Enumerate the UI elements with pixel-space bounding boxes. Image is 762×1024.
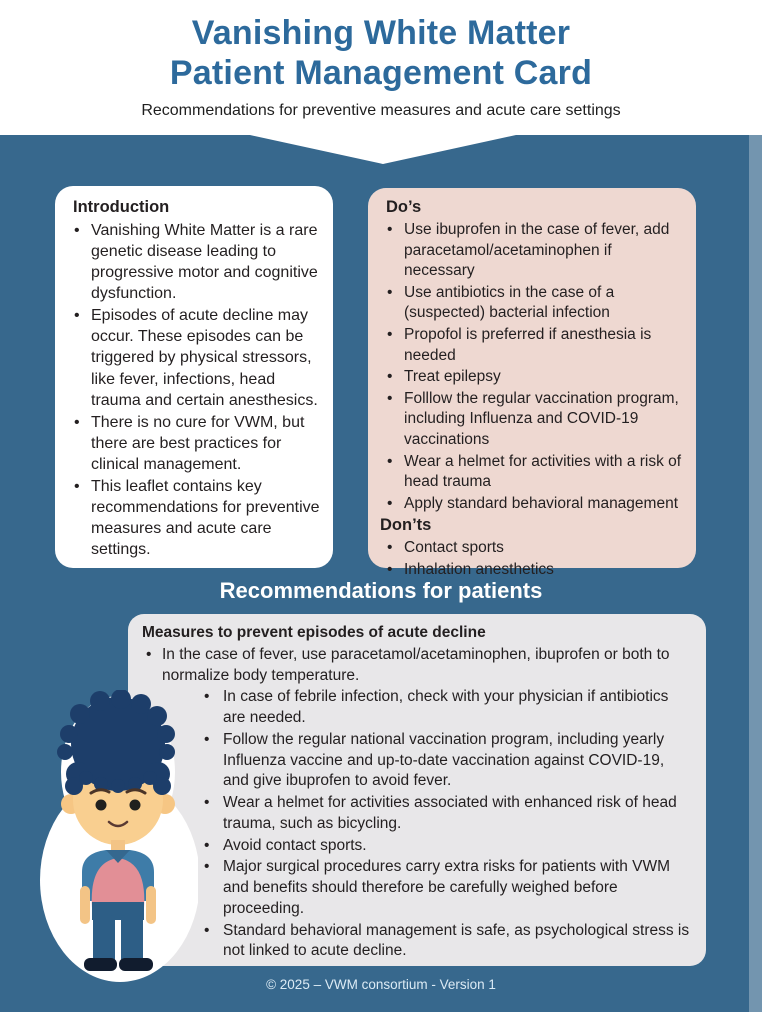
footer-text: © 2025 – VWM consortium - Version 1 <box>266 977 496 992</box>
list-item: • Use antibiotics in the case of a (suspected) bacterial infection <box>380 283 684 324</box>
list-item: • Apply standard behavioral management <box>380 494 684 515</box>
left-eye <box>96 800 107 811</box>
introduction-box <box>55 186 333 568</box>
list-item: • This leaflet contains key recommendations for preventive measures and acute care settings. <box>67 476 321 560</box>
list-item: • Folllow the regular vaccination program, including Influenza and COVID-19 vaccinations <box>380 389 684 451</box>
list-item: • Propofol is preferred if anesthesia is needed <box>380 325 684 366</box>
list-item: • Inhalation anesthetics <box>380 560 684 581</box>
page-title-line2: Patient Management Card <box>169 54 593 93</box>
list-item: • Vanishing White Matter is a rare genetic disease leading to progressive motor and cognitive dysfunction. <box>67 220 321 304</box>
page-edge-shading <box>749 135 762 1012</box>
page-title-line1: Vanishing White Matter <box>191 14 571 52</box>
list-item: • There is no cure for VWM, but there are best practices for clinical management. <box>67 412 321 475</box>
list-item: • Wear a helmet for activities with a risk of head trauma <box>380 452 684 493</box>
dos-list <box>380 220 684 515</box>
list-item: • Standard behavioral management is safe, as psychological stress is not linked to acute decline. <box>204 921 690 963</box>
page-subtitle: Recommendations for preventive measures and acute care settings <box>141 102 621 120</box>
cartoon-boy-illustration <box>28 690 198 990</box>
list-item: • Avoid contact sports. <box>204 836 690 857</box>
list-item: • Major surgical procedures carry extra risks for patients with VWM and benefits should therefore be carefully weighed before proceeding. <box>204 857 690 919</box>
measures-primary-list <box>142 645 690 687</box>
right-shoe <box>119 958 153 971</box>
donts-heading: Don’ts <box>380 516 432 535</box>
measures-secondary-list <box>204 687 690 962</box>
list-item: • Treat epilepsy <box>380 367 684 388</box>
list-item: • Contact sports <box>380 538 684 559</box>
dos-donts-box <box>368 188 696 579</box>
introduction-list <box>67 220 321 561</box>
right-arm <box>146 886 156 924</box>
patients-section-heading: Recommendations for patients <box>219 578 543 603</box>
right-eye <box>130 800 141 811</box>
donts-list <box>380 538 684 580</box>
header <box>0 0 762 120</box>
measures-heading: Measures to prevent episodes of acute decline <box>142 624 486 641</box>
list-item: • In case of febrile infection, check with your physician if antibiotics are needed. <box>204 687 690 729</box>
list-item: • In the case of fever, use paracetamol/acetaminophen, ibuprofen or both to normalize body temperature. <box>142 645 690 687</box>
list-item: • Wear a helmet for activities associated with enhanced risk of head trauma, such as bicycling. <box>204 793 690 835</box>
list-item: • Episodes of acute decline may occur. These episodes can be triggered by physical stressors, like fever, infections, head trauma and certain anesthesics. <box>67 305 321 411</box>
dos-heading: Do’s <box>386 198 422 216</box>
patients-recommendations-box <box>128 614 706 966</box>
curly-hair <box>57 690 175 795</box>
introduction-heading: Introduction <box>73 198 170 216</box>
list-item: • Use ibuprofen in the case of fever, add paracetamol/acetaminophen if necessary <box>380 220 684 282</box>
list-item: • Follow the regular national vaccination program, including yearly Influenza vaccine and up-to-date vaccination against COVID-19, and give ibuprofen to avoid fever. <box>204 730 690 792</box>
page-title <box>0 13 762 93</box>
left-shoe <box>84 958 117 971</box>
left-arm <box>80 886 90 924</box>
